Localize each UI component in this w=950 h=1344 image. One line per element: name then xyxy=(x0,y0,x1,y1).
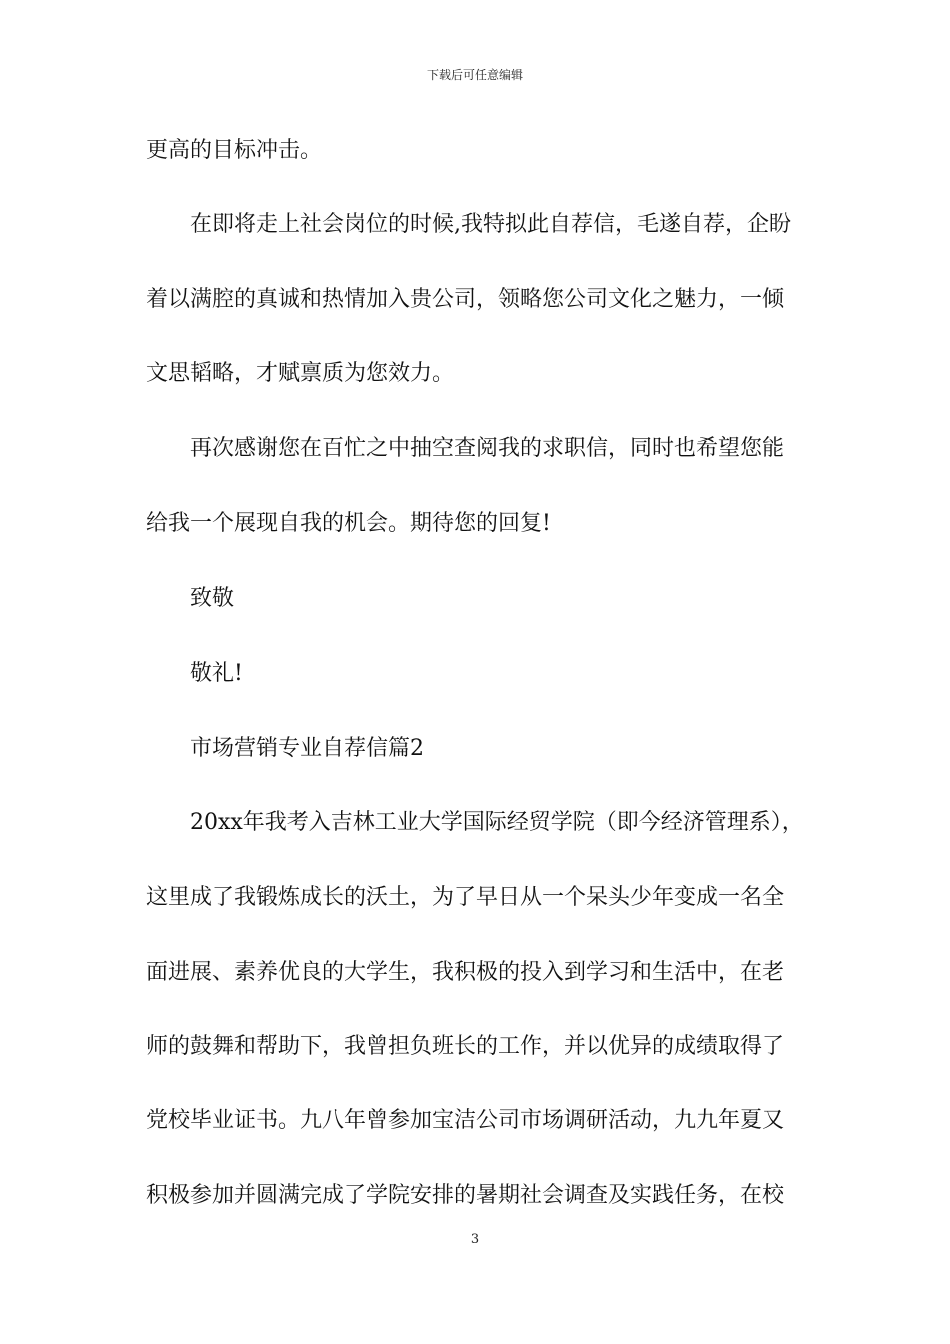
body-line: 这里成了我锻炼成长的沃土，为了早日从一个呆头少年变成一名全 xyxy=(146,885,785,910)
paragraph-line: 再次感谢您在百忙之中抽空查阅我的求职信，同时也希望您能 xyxy=(190,436,785,461)
paragraph-line: 20xx年我考入吉林工业大学国际经贸学院（即今经济管理系）， xyxy=(190,810,804,835)
closing-line: 敬礼! xyxy=(190,661,243,686)
page-header: 下载后可任意编辑 xyxy=(426,68,523,82)
paragraph-line: 在即将走上社会岗位的时候,我特拟此自荐信，毛遂自荐，企盼 xyxy=(190,212,791,237)
body-line: 面进展、素养优良的大学生，我积极的投入到学习和生活中，在老 xyxy=(146,960,785,985)
body-line: 更高的目标冲击。 xyxy=(146,138,323,163)
section-title: 市场营销专业自荐信篇2 xyxy=(190,736,424,761)
body-line: 文思韬略，才赋禀质为您效力。 xyxy=(146,361,455,386)
body-line: 师的鼓舞和帮助下，我曾担负班长的工作，并以优异的成绩取得了 xyxy=(146,1034,785,1059)
body-line: 积极参加并圆满完成了学院安排的暑期社会调查及实践任务，在校 xyxy=(146,1183,785,1208)
page-number: 3 xyxy=(470,1232,480,1247)
body-line: 给我一个展现自我的机会。期待您的回复! xyxy=(146,511,551,536)
salutation-line: 致敬 xyxy=(190,586,235,611)
body-line: 党校毕业证书。九八年曾参加宝洁公司市场调研活动，九九年夏又 xyxy=(146,1108,785,1133)
body-line: 着以满腔的真诚和热情加入贵公司，领略您公司文化之魅力，一倾 xyxy=(146,287,785,312)
